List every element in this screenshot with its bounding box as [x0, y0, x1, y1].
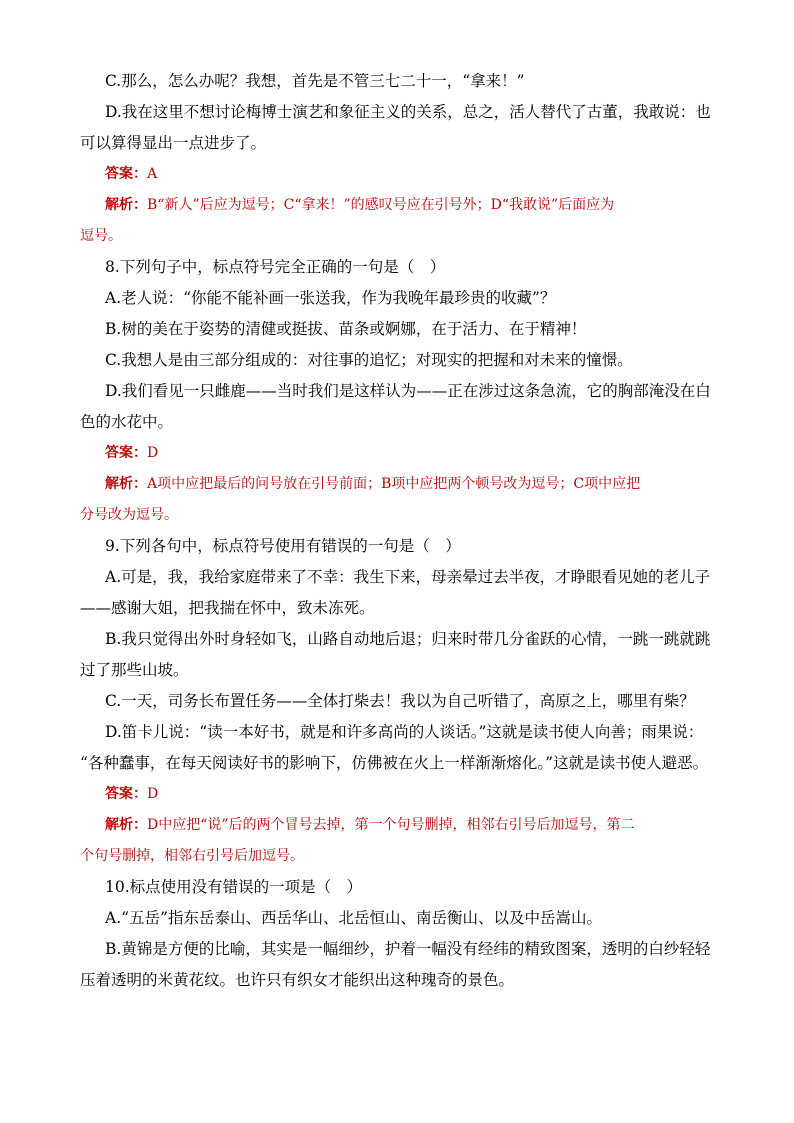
text-line: A.可是，我，我给家庭带来了不幸：我生下来，母亲晕过去半夜，才睁眼看见她的老儿子: [105, 568, 711, 586]
analysis-label: 解析：: [105, 476, 147, 492]
answer-label: 答案：: [105, 786, 147, 802]
text-line: 8.下列句子中，标点符号完全正确的一句是（ ）: [105, 258, 446, 276]
answer-text: D: [147, 445, 159, 461]
analysis-text: A项中应把最后的问号放在引号前面；B项中应把两个顿号改为逗号；C项中应把: [147, 476, 641, 492]
text-line: B.树的美在于姿势的清健或挺拔、苗条或婀娜，在于活力、在于精神！: [105, 320, 587, 338]
answer-label: 答案：: [105, 445, 147, 461]
text-line: B.黄锦是方便的比喻，其实是一幅细纱，护着一幅没有经纬的精致图案，透明的白纱轻轻: [105, 940, 711, 958]
analysis-text: B“新人”后应为逗号；C“拿来！”的感叹号应在引号外；D“我敢说”后面应为: [147, 197, 615, 213]
answer-line: [80, 438, 730, 469]
answer-text: D: [147, 786, 159, 802]
text-line: C.一天，司务长布置任务——全体打柴去！我以为自己听错了，高原之上，哪里有柴？: [105, 692, 695, 710]
answer-line: [80, 159, 730, 190]
analysis-line: [80, 810, 730, 841]
text-line: 过了那些山坡。: [80, 661, 189, 679]
analysis-line-continued: 逗号。: [80, 228, 122, 244]
answer-label: 答案：: [105, 166, 147, 182]
text-line: A.“五岳”指东岳泰山、西岳华山、北岳恒山、南岳衡山、以及中岳嵩山。: [105, 909, 602, 927]
text-line: D.我在这里不想讨论梅博士演艺和象征主义的关系，总之，活人替代了古董，我敢说：也: [105, 103, 711, 121]
analysis-text: D中应把“说”后的两个冒号去掉，第一个句号删掉，相邻右引号后加逗号，第二: [147, 817, 635, 833]
text-line: 压着透明的米黄花纹。也许只有织女才能织出这种瑰奇的景色。: [80, 971, 515, 989]
analysis-line: [80, 469, 730, 500]
text-line: B.我只觉得出外时身轻如飞，山路自动地后退；归来时带几分雀跃的心情，一跳一跳就跳: [105, 630, 711, 648]
text-line: 10.标点使用没有错误的一项是（ ）: [105, 878, 363, 896]
answer-line: [80, 779, 730, 810]
text-line: D.笛卡儿说：“读一本好书，就是和许多高尚的人谈话。”这就是读书使人向善；雨果说：: [105, 723, 704, 741]
analysis-line-continued: 分号改为逗号。: [80, 507, 178, 523]
text-line: C.我想人是由三部分组成的：对往事的追忆；对现实的把握和对未来的憧憬。: [105, 351, 633, 369]
text-line: D.我们看见一只雌鹿——当时我们是这样认为——正在涉过这条急流，它的胸部淹没在白: [105, 382, 711, 400]
text-line: 可以算得显出一点进步了。: [80, 134, 267, 152]
answer-text: A: [147, 166, 158, 182]
text-line: ——感谢大姐，把我揣在怀中，致未冻死。: [80, 599, 375, 617]
text-line: “各种蠢事，在每天阅读好书的影响下，仿佛被在火上一样渐渐熔化。”这就是读书使人避恶。: [80, 754, 709, 772]
text-line: C.那么，怎么办呢？我想，首先是不管三七二十一，“拿来！”: [105, 72, 525, 90]
analysis-label: 解析：: [105, 197, 147, 213]
document-body: [80, 66, 730, 996]
analysis-line: [80, 190, 730, 221]
text-line: 9.下列各句中，标点符号使用有错误的一句是（ ）: [105, 537, 461, 555]
text-line: 色的水花中。: [80, 413, 174, 431]
analysis-line-continued: 个句号删掉，相邻右引号后加逗号。: [80, 848, 304, 864]
text-line: A.老人说：“你能不能补画一张送我，作为我晚年最珍贵的收藏”？: [105, 289, 556, 307]
analysis-label: 解析：: [105, 817, 147, 833]
